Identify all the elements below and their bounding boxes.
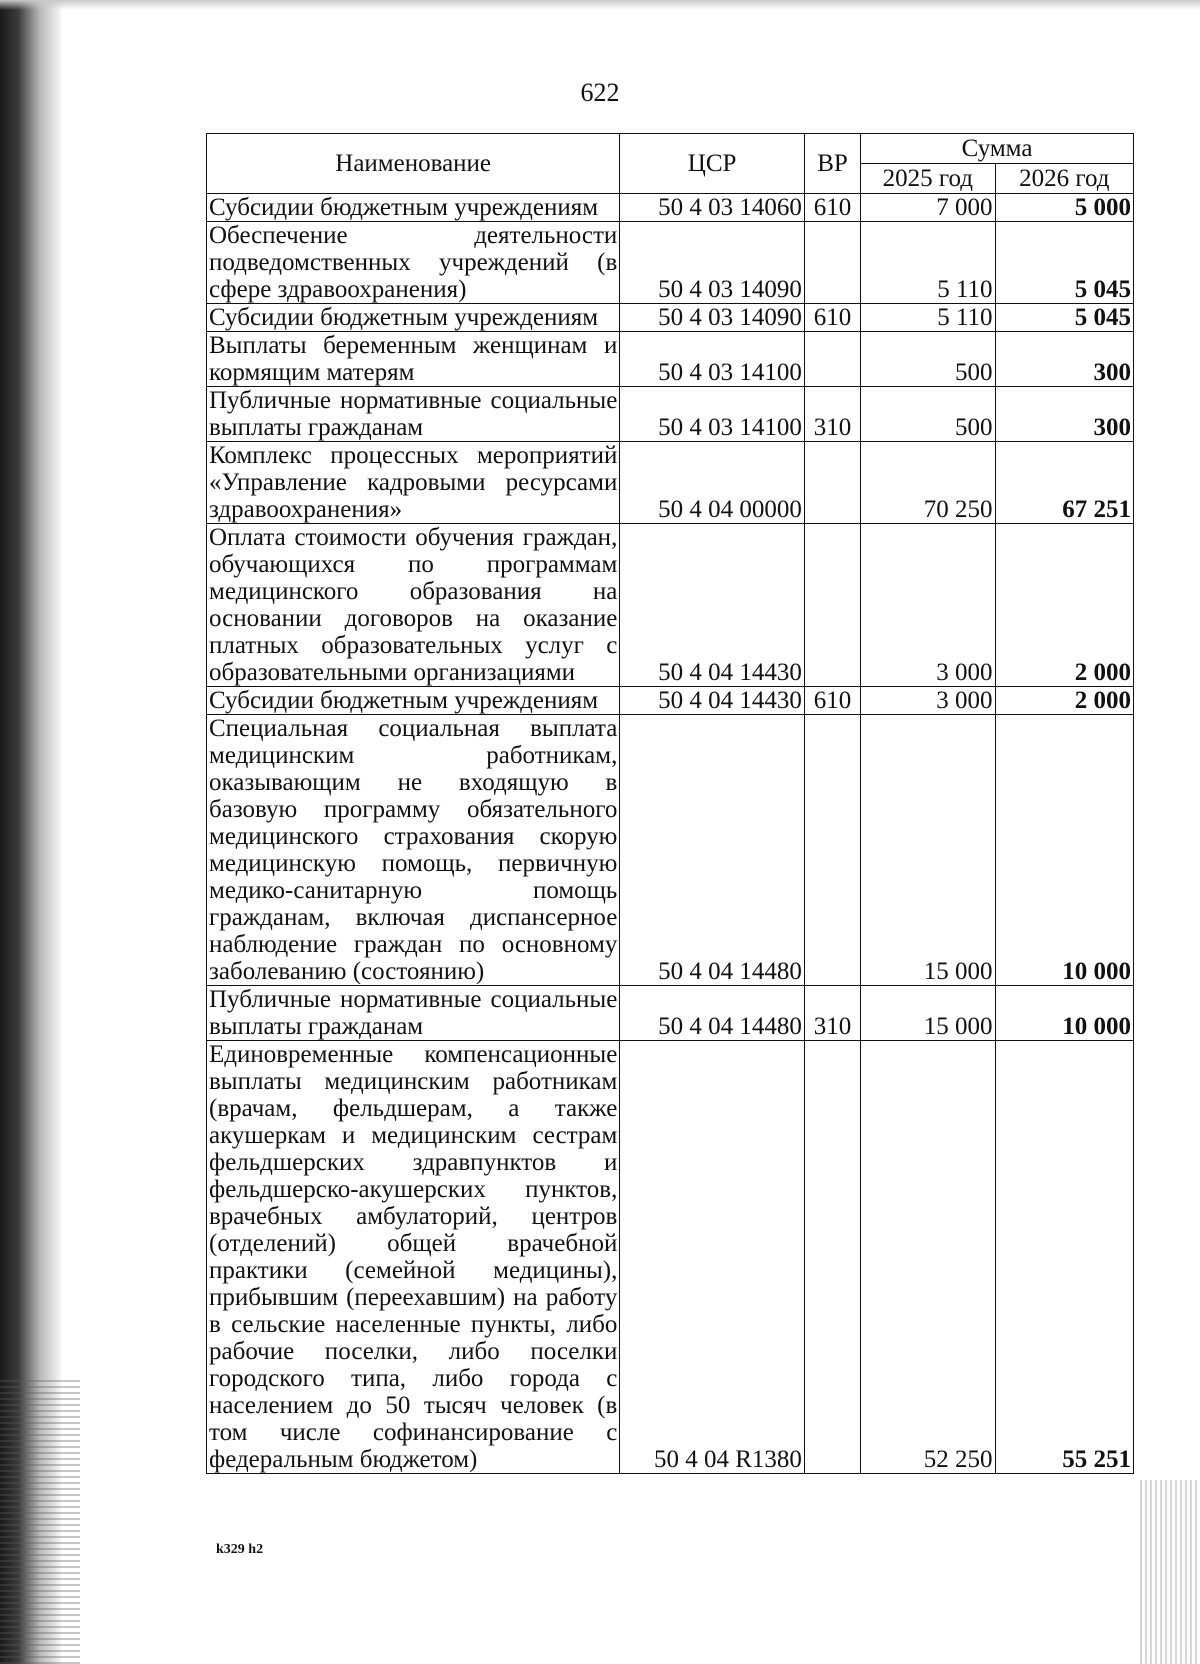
row-vr-cell: 310 <box>804 986 860 1041</box>
table-row <box>207 332 1134 387</box>
row-name-cell: Публичные нормативные социальные выплаты гражданам <box>207 986 620 1041</box>
table-row <box>207 524 1134 687</box>
row-amount-2025-cell: 500 <box>861 332 995 387</box>
row-amount-2026-cell: 10 000 <box>995 715 1133 986</box>
table-row <box>207 194 1134 222</box>
row-amount-2026-cell: 2 000 <box>995 524 1133 687</box>
row-csr-cell: 50 4 04 14430 <box>620 687 805 715</box>
row-csr-cell: 50 4 04 14480 <box>620 715 805 986</box>
row-vr-cell <box>804 715 860 986</box>
budget-table <box>206 133 1134 1474</box>
row-vr-cell <box>804 1041 860 1474</box>
header-year-2025: 2025 год <box>861 164 995 194</box>
row-amount-2026-cell: 5 000 <box>995 194 1133 222</box>
row-name-cell: Комплекс процессных мероприятий «Управление кадровыми ресурсами здравоохранения» <box>207 442 620 524</box>
row-amount-2025-cell: 3 000 <box>861 524 995 687</box>
row-vr-cell: 310 <box>804 387 860 442</box>
table-row <box>207 715 1134 986</box>
table-row <box>207 387 1134 442</box>
row-amount-2026-cell: 2 000 <box>995 687 1133 715</box>
row-csr-cell: 50 4 03 14090 <box>620 304 805 332</box>
table-row <box>207 986 1134 1041</box>
row-amount-2025-cell: 70 250 <box>861 442 995 524</box>
table-row <box>207 442 1134 524</box>
row-amount-2025-cell: 15 000 <box>861 715 995 986</box>
row-amount-2025-cell: 7 000 <box>861 194 995 222</box>
row-name-cell: Специальная социальная выплата медицинским работникам, оказывающим не входящую в базовую программу обязательного медицинского страхования скорую медицинскую помощь, первичную медико-санитарную помощь гражданам, включая диспансерное наблюдение граждан по основному заболеванию (состоянию) <box>207 715 620 986</box>
header-sum: Сумма <box>861 134 1134 164</box>
row-amount-2026-cell: 300 <box>995 387 1133 442</box>
row-vr-cell <box>804 332 860 387</box>
row-name-cell: Субсидии бюджетным учреждениям <box>207 194 620 222</box>
row-vr-cell: 610 <box>804 687 860 715</box>
row-name-cell: Выплаты беременным женщинам и кормящим матерям <box>207 332 620 387</box>
row-amount-2026-cell: 10 000 <box>995 986 1133 1041</box>
row-amount-2025-cell: 52 250 <box>861 1041 995 1474</box>
row-csr-cell: 50 4 03 14100 <box>620 387 805 442</box>
row-amount-2026-cell: 55 251 <box>995 1041 1133 1474</box>
header-vr: ВР <box>804 134 860 194</box>
row-vr-cell <box>804 524 860 687</box>
row-name-cell: Субсидии бюджетным учреждениям <box>207 687 620 715</box>
row-csr-cell: 50 4 04 14480 <box>620 986 805 1041</box>
row-name-cell: Публичные нормативные социальные выплаты гражданам <box>207 387 620 442</box>
scan-noise-left <box>0 1380 80 1664</box>
table-row <box>207 222 1134 304</box>
row-name-cell: Единовременные компенсационные выплаты медицинским работникам (врачам, фельдшерам, а также акушеркам и медицинским сестрам фельдшерских здравпунктов и фельдшерско-акушерских пунктов, врачебных амбулаторий, центров (отделений) общей врачебной практики (семейной медицины), прибывшим (переехавшим) на работу в сельские населенные пункты, либо рабочие поселки, либо поселки городского типа, либо города с населением до 50 тысяч человек (в том числе софинансирование с федеральным бюджетом) <box>207 1041 620 1474</box>
scan-noise-right <box>1140 1480 1200 1664</box>
row-amount-2026-cell: 5 045 <box>995 304 1133 332</box>
row-vr-cell: 610 <box>804 194 860 222</box>
table-body <box>207 194 1134 1474</box>
table-row <box>207 304 1134 332</box>
page-number: 622 <box>580 78 620 107</box>
table-header <box>207 134 1134 194</box>
row-amount-2025-cell: 15 000 <box>861 986 995 1041</box>
row-vr-cell <box>804 222 860 304</box>
row-amount-2025-cell: 3 000 <box>861 687 995 715</box>
row-amount-2026-cell: 67 251 <box>995 442 1133 524</box>
footer-code: k329 h2 <box>216 1542 264 1557</box>
table-row <box>207 1041 1134 1474</box>
row-amount-2025-cell: 500 <box>861 387 995 442</box>
row-csr-cell: 50 4 04 00000 <box>620 442 805 524</box>
row-vr-cell <box>804 442 860 524</box>
row-amount-2026-cell: 5 045 <box>995 222 1133 304</box>
row-csr-cell: 50 4 03 14060 <box>620 194 805 222</box>
header-name: Наименование <box>207 134 620 194</box>
row-amount-2025-cell: 5 110 <box>861 222 995 304</box>
row-csr-cell: 50 4 03 14100 <box>620 332 805 387</box>
table-row <box>207 687 1134 715</box>
row-name-cell: Оплата стоимости обучения граждан, обучающихся по программам медицинского образования на основании договоров на оказание платных образовательных услуг с образовательными организациями <box>207 524 620 687</box>
row-vr-cell: 610 <box>804 304 860 332</box>
row-amount-2026-cell: 300 <box>995 332 1133 387</box>
row-name-cell: Субсидии бюджетным учреждениям <box>207 304 620 332</box>
scan-edge-top <box>0 0 1200 10</box>
row-csr-cell: 50 4 03 14090 <box>620 222 805 304</box>
row-amount-2025-cell: 5 110 <box>861 304 995 332</box>
row-csr-cell: 50 4 04 14430 <box>620 524 805 687</box>
header-csr: ЦСР <box>620 134 805 194</box>
header-year-2026: 2026 год <box>995 164 1133 194</box>
row-csr-cell: 50 4 04 R1380 <box>620 1041 805 1474</box>
row-name-cell: Обеспечение деятельности подведомственных учреждений (в сфере здравоохранения) <box>207 222 620 304</box>
